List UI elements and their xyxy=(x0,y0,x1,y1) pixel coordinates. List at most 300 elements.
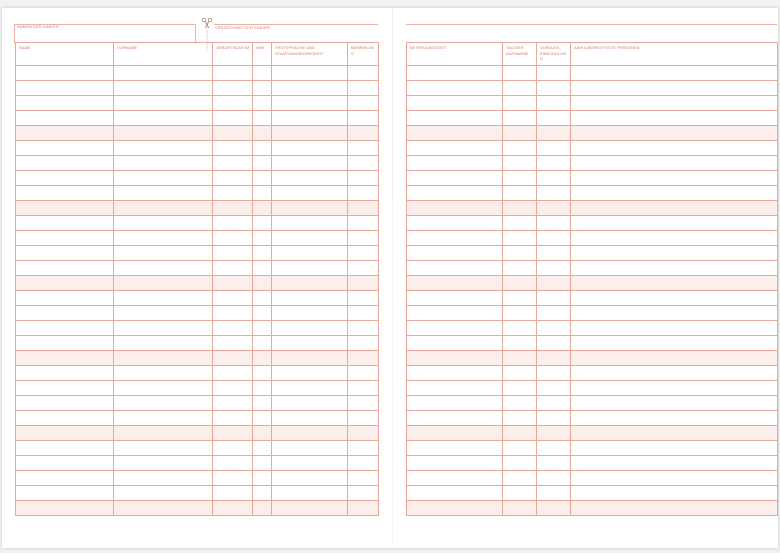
entry-cell[interactable] xyxy=(571,501,778,516)
entry-cell[interactable] xyxy=(503,366,537,381)
entry-cell[interactable] xyxy=(348,231,379,246)
entry-cell[interactable] xyxy=(272,186,348,201)
entry-cell[interactable] xyxy=(407,246,503,261)
entry-cell[interactable] xyxy=(407,351,503,366)
entry-cell[interactable] xyxy=(407,231,503,246)
entry-cell[interactable] xyxy=(213,471,253,486)
entry-cell[interactable] xyxy=(503,486,537,501)
entry-cell[interactable] xyxy=(571,156,778,171)
entry-cell[interactable] xyxy=(407,411,503,426)
entry-cell[interactable] xyxy=(16,426,114,441)
entry-cell[interactable] xyxy=(571,306,778,321)
entry-cell[interactable] xyxy=(272,291,348,306)
entry-cell[interactable] xyxy=(114,81,213,96)
entry-cell[interactable] xyxy=(272,306,348,321)
entry-cell[interactable] xyxy=(272,231,348,246)
entry-cell[interactable] xyxy=(114,186,213,201)
entry-cell[interactable] xyxy=(348,156,379,171)
entry-cell[interactable] xyxy=(114,426,213,441)
entry-cell[interactable] xyxy=(537,381,571,396)
entry-cell[interactable] xyxy=(272,276,348,291)
entry-cell[interactable] xyxy=(571,411,778,426)
entry-cell[interactable] xyxy=(253,81,272,96)
entry-cell[interactable] xyxy=(407,66,503,81)
entry-cell[interactable] xyxy=(213,411,253,426)
entry-cell[interactable] xyxy=(114,411,213,426)
entry-cell[interactable] xyxy=(571,456,778,471)
entry-cell[interactable] xyxy=(348,441,379,456)
entry-cell[interactable] xyxy=(253,321,272,336)
entry-cell[interactable] xyxy=(272,381,348,396)
entry-cell[interactable] xyxy=(571,336,778,351)
entry-cell[interactable] xyxy=(537,186,571,201)
entry-cell[interactable] xyxy=(348,321,379,336)
entry-cell[interactable] xyxy=(571,231,778,246)
entry-cell[interactable] xyxy=(16,111,114,126)
entry-cell[interactable] xyxy=(16,276,114,291)
entry-cell[interactable] xyxy=(503,66,537,81)
entry-cell[interactable] xyxy=(272,501,348,516)
entry-cell[interactable] xyxy=(114,141,213,156)
entry-cell[interactable] xyxy=(272,411,348,426)
entry-cell[interactable] xyxy=(213,456,253,471)
entry-cell[interactable] xyxy=(253,261,272,276)
entry-cell[interactable] xyxy=(213,231,253,246)
entry-cell[interactable] xyxy=(16,336,114,351)
entry-cell[interactable] xyxy=(272,81,348,96)
entry-cell[interactable] xyxy=(348,456,379,471)
entry-cell[interactable] xyxy=(407,336,503,351)
entry-cell[interactable] xyxy=(407,261,503,276)
entry-cell[interactable] xyxy=(16,261,114,276)
entry-cell[interactable] xyxy=(16,456,114,471)
entry-cell[interactable] xyxy=(213,366,253,381)
entry-cell[interactable] xyxy=(114,156,213,171)
entry-cell[interactable] xyxy=(253,171,272,186)
entry-cell[interactable] xyxy=(114,231,213,246)
entry-cell[interactable] xyxy=(253,441,272,456)
entry-cell[interactable] xyxy=(537,246,571,261)
entry-cell[interactable] xyxy=(348,171,379,186)
entry-cell[interactable] xyxy=(571,486,778,501)
entry-cell[interactable] xyxy=(272,216,348,231)
entry-cell[interactable] xyxy=(407,321,503,336)
entry-cell[interactable] xyxy=(348,381,379,396)
entry-cell[interactable] xyxy=(253,141,272,156)
entry-cell[interactable] xyxy=(253,231,272,246)
entry-cell[interactable] xyxy=(16,411,114,426)
entry-cell[interactable] xyxy=(16,201,114,216)
entry-cell[interactable] xyxy=(537,336,571,351)
entry-cell[interactable] xyxy=(537,411,571,426)
entry-cell[interactable] xyxy=(407,81,503,96)
entry-cell[interactable] xyxy=(348,351,379,366)
entry-cell[interactable] xyxy=(16,471,114,486)
entry-cell[interactable] xyxy=(571,276,778,291)
entry-cell[interactable] xyxy=(407,381,503,396)
entry-cell[interactable] xyxy=(571,381,778,396)
entry-cell[interactable] xyxy=(114,306,213,321)
entry-cell[interactable] xyxy=(253,201,272,216)
entry-cell[interactable] xyxy=(503,291,537,306)
entry-cell[interactable] xyxy=(571,216,778,231)
entry-cell[interactable] xyxy=(537,126,571,141)
entry-cell[interactable] xyxy=(537,486,571,501)
entry-cell[interactable] xyxy=(571,261,778,276)
entry-cell[interactable] xyxy=(407,111,503,126)
entry-cell[interactable] xyxy=(407,171,503,186)
entry-cell[interactable] xyxy=(253,411,272,426)
entry-cell[interactable] xyxy=(213,216,253,231)
entry-cell[interactable] xyxy=(272,366,348,381)
entry-cell[interactable] xyxy=(571,351,778,366)
entry-cell[interactable] xyxy=(537,141,571,156)
entry-cell[interactable] xyxy=(213,276,253,291)
entry-cell[interactable] xyxy=(114,171,213,186)
entry-cell[interactable] xyxy=(571,321,778,336)
entry-cell[interactable] xyxy=(16,306,114,321)
entry-cell[interactable] xyxy=(503,381,537,396)
entry-cell[interactable] xyxy=(213,486,253,501)
entry-cell[interactable] xyxy=(213,291,253,306)
entry-cell[interactable] xyxy=(114,261,213,276)
entry-cell[interactable] xyxy=(16,441,114,456)
entry-cell[interactable] xyxy=(16,186,114,201)
entry-cell[interactable] xyxy=(272,171,348,186)
entry-cell[interactable] xyxy=(407,501,503,516)
entry-cell[interactable] xyxy=(16,351,114,366)
entry-cell[interactable] xyxy=(16,141,114,156)
entry-cell[interactable] xyxy=(537,426,571,441)
entry-cell[interactable] xyxy=(503,141,537,156)
entry-cell[interactable] xyxy=(253,456,272,471)
entry-cell[interactable] xyxy=(571,426,778,441)
entry-cell[interactable] xyxy=(571,366,778,381)
entry-cell[interactable] xyxy=(253,471,272,486)
entry-cell[interactable] xyxy=(272,66,348,81)
entry-cell[interactable] xyxy=(16,81,114,96)
entry-cell[interactable] xyxy=(348,336,379,351)
entry-cell[interactable] xyxy=(114,486,213,501)
entry-cell[interactable] xyxy=(348,261,379,276)
entry-cell[interactable] xyxy=(348,141,379,156)
entry-cell[interactable] xyxy=(114,501,213,516)
entry-cell[interactable] xyxy=(348,471,379,486)
entry-cell[interactable] xyxy=(253,126,272,141)
entry-cell[interactable] xyxy=(537,276,571,291)
entry-cell[interactable] xyxy=(272,321,348,336)
entry-cell[interactable] xyxy=(16,501,114,516)
entry-cell[interactable] xyxy=(503,351,537,366)
entry-cell[interactable] xyxy=(114,471,213,486)
entry-cell[interactable] xyxy=(348,306,379,321)
entry-cell[interactable] xyxy=(503,456,537,471)
entry-cell[interactable] xyxy=(348,186,379,201)
entry-cell[interactable] xyxy=(114,291,213,306)
entry-cell[interactable] xyxy=(571,201,778,216)
entry-cell[interactable] xyxy=(348,291,379,306)
entry-cell[interactable] xyxy=(348,111,379,126)
entry-cell[interactable] xyxy=(272,201,348,216)
entry-cell[interactable] xyxy=(348,81,379,96)
entry-cell[interactable] xyxy=(114,276,213,291)
entry-cell[interactable] xyxy=(253,501,272,516)
entry-cell[interactable] xyxy=(407,126,503,141)
entry-cell[interactable] xyxy=(537,171,571,186)
entry-cell[interactable] xyxy=(348,276,379,291)
entry-cell[interactable] xyxy=(213,501,253,516)
entry-cell[interactable] xyxy=(503,426,537,441)
entry-cell[interactable] xyxy=(272,126,348,141)
entry-cell[interactable] xyxy=(253,291,272,306)
entry-cell[interactable] xyxy=(213,126,253,141)
entry-cell[interactable] xyxy=(571,96,778,111)
entry-cell[interactable] xyxy=(16,246,114,261)
entry-cell[interactable] xyxy=(348,426,379,441)
entry-cell[interactable] xyxy=(253,96,272,111)
entry-cell[interactable] xyxy=(407,216,503,231)
entry-cell[interactable] xyxy=(16,156,114,171)
entry-cell[interactable] xyxy=(537,501,571,516)
entry-cell[interactable] xyxy=(537,321,571,336)
entry-cell[interactable] xyxy=(503,111,537,126)
entry-cell[interactable] xyxy=(253,396,272,411)
entry-cell[interactable] xyxy=(348,96,379,111)
entry-cell[interactable] xyxy=(213,426,253,441)
entry-cell[interactable] xyxy=(407,456,503,471)
entry-cell[interactable] xyxy=(503,246,537,261)
entry-cell[interactable] xyxy=(114,441,213,456)
entry-cell[interactable] xyxy=(16,231,114,246)
entry-cell[interactable] xyxy=(272,351,348,366)
entry-cell[interactable] xyxy=(503,231,537,246)
entry-cell[interactable] xyxy=(503,81,537,96)
entry-cell[interactable] xyxy=(571,171,778,186)
entry-cell[interactable] xyxy=(503,336,537,351)
entry-cell[interactable] xyxy=(407,96,503,111)
entry-cell[interactable] xyxy=(571,291,778,306)
entry-cell[interactable] xyxy=(503,96,537,111)
entry-cell[interactable] xyxy=(407,366,503,381)
entry-cell[interactable] xyxy=(272,156,348,171)
entry-cell[interactable] xyxy=(503,276,537,291)
entry-cell[interactable] xyxy=(503,186,537,201)
entry-cell[interactable] xyxy=(503,441,537,456)
entry-cell[interactable] xyxy=(253,366,272,381)
entry-cell[interactable] xyxy=(571,396,778,411)
entry-cell[interactable] xyxy=(537,366,571,381)
entry-cell[interactable] xyxy=(114,246,213,261)
entry-cell[interactable] xyxy=(16,171,114,186)
entry-cell[interactable] xyxy=(213,171,253,186)
entry-cell[interactable] xyxy=(348,366,379,381)
entry-cell[interactable] xyxy=(503,471,537,486)
entry-cell[interactable] xyxy=(571,81,778,96)
entry-cell[interactable] xyxy=(348,411,379,426)
entry-cell[interactable] xyxy=(537,66,571,81)
entry-cell[interactable] xyxy=(348,501,379,516)
entry-cell[interactable] xyxy=(114,66,213,81)
entry-cell[interactable] xyxy=(16,366,114,381)
entry-cell[interactable] xyxy=(253,351,272,366)
entry-cell[interactable] xyxy=(16,96,114,111)
entry-cell[interactable] xyxy=(537,96,571,111)
entry-cell[interactable] xyxy=(114,381,213,396)
entry-cell[interactable] xyxy=(253,66,272,81)
entry-cell[interactable] xyxy=(407,441,503,456)
entry-cell[interactable] xyxy=(16,66,114,81)
entry-cell[interactable] xyxy=(213,396,253,411)
entry-cell[interactable] xyxy=(272,426,348,441)
entry-cell[interactable] xyxy=(407,141,503,156)
entry-cell[interactable] xyxy=(253,276,272,291)
entry-cell[interactable] xyxy=(407,276,503,291)
entry-cell[interactable] xyxy=(407,426,503,441)
entry-cell[interactable] xyxy=(537,261,571,276)
entry-cell[interactable] xyxy=(503,411,537,426)
entry-cell[interactable] xyxy=(213,321,253,336)
entry-cell[interactable] xyxy=(407,471,503,486)
entry-cell[interactable] xyxy=(571,441,778,456)
entry-cell[interactable] xyxy=(407,291,503,306)
entry-cell[interactable] xyxy=(114,126,213,141)
entry-cell[interactable] xyxy=(253,486,272,501)
entry-cell[interactable] xyxy=(503,396,537,411)
entry-cell[interactable] xyxy=(348,486,379,501)
entry-cell[interactable] xyxy=(16,216,114,231)
entry-cell[interactable] xyxy=(407,201,503,216)
entry-cell[interactable] xyxy=(407,186,503,201)
entry-cell[interactable] xyxy=(114,366,213,381)
entry-cell[interactable] xyxy=(571,66,778,81)
entry-cell[interactable] xyxy=(407,156,503,171)
entry-cell[interactable] xyxy=(253,246,272,261)
entry-cell[interactable] xyxy=(114,396,213,411)
entry-cell[interactable] xyxy=(16,486,114,501)
entry-cell[interactable] xyxy=(16,291,114,306)
entry-cell[interactable] xyxy=(253,186,272,201)
entry-cell[interactable] xyxy=(537,351,571,366)
entry-cell[interactable] xyxy=(272,336,348,351)
entry-cell[interactable] xyxy=(348,201,379,216)
entry-cell[interactable] xyxy=(537,291,571,306)
entry-cell[interactable] xyxy=(114,201,213,216)
entry-cell[interactable] xyxy=(114,351,213,366)
entry-cell[interactable] xyxy=(503,156,537,171)
entry-cell[interactable] xyxy=(253,381,272,396)
entry-cell[interactable] xyxy=(213,351,253,366)
entry-cell[interactable] xyxy=(537,111,571,126)
entry-cell[interactable] xyxy=(537,81,571,96)
entry-cell[interactable] xyxy=(213,156,253,171)
entry-cell[interactable] xyxy=(213,441,253,456)
entry-cell[interactable] xyxy=(537,471,571,486)
entry-cell[interactable] xyxy=(272,396,348,411)
entry-cell[interactable] xyxy=(272,141,348,156)
entry-cell[interactable] xyxy=(537,441,571,456)
entry-cell[interactable] xyxy=(503,126,537,141)
entry-cell[interactable] xyxy=(213,201,253,216)
entry-cell[interactable] xyxy=(571,126,778,141)
entry-cell[interactable] xyxy=(114,336,213,351)
entry-cell[interactable] xyxy=(253,111,272,126)
entry-cell[interactable] xyxy=(571,246,778,261)
entry-cell[interactable] xyxy=(253,156,272,171)
entry-cell[interactable] xyxy=(272,261,348,276)
entry-cell[interactable] xyxy=(348,246,379,261)
entry-cell[interactable] xyxy=(213,111,253,126)
entry-cell[interactable] xyxy=(571,111,778,126)
entry-cell[interactable] xyxy=(213,381,253,396)
entry-cell[interactable] xyxy=(272,96,348,111)
entry-cell[interactable] xyxy=(537,156,571,171)
entry-cell[interactable] xyxy=(114,321,213,336)
entry-cell[interactable] xyxy=(114,111,213,126)
entry-cell[interactable] xyxy=(272,246,348,261)
entry-cell[interactable] xyxy=(213,96,253,111)
entry-cell[interactable] xyxy=(16,321,114,336)
entry-cell[interactable] xyxy=(272,441,348,456)
entry-cell[interactable] xyxy=(537,216,571,231)
entry-cell[interactable] xyxy=(348,126,379,141)
entry-cell[interactable] xyxy=(537,201,571,216)
entry-cell[interactable] xyxy=(213,141,253,156)
entry-cell[interactable] xyxy=(253,306,272,321)
entry-cell[interactable] xyxy=(16,396,114,411)
entry-cell[interactable] xyxy=(272,456,348,471)
entry-cell[interactable] xyxy=(537,306,571,321)
entry-cell[interactable] xyxy=(503,216,537,231)
entry-cell[interactable] xyxy=(253,336,272,351)
entry-cell[interactable] xyxy=(253,216,272,231)
entry-cell[interactable] xyxy=(16,126,114,141)
entry-cell[interactable] xyxy=(503,171,537,186)
entry-cell[interactable] xyxy=(407,486,503,501)
entry-cell[interactable] xyxy=(213,336,253,351)
entry-cell[interactable] xyxy=(213,81,253,96)
entry-cell[interactable] xyxy=(16,381,114,396)
entry-cell[interactable] xyxy=(571,471,778,486)
entry-cell[interactable] xyxy=(537,231,571,246)
entry-cell[interactable] xyxy=(503,201,537,216)
entry-cell[interactable] xyxy=(407,306,503,321)
entry-cell[interactable] xyxy=(213,306,253,321)
entry-cell[interactable] xyxy=(272,111,348,126)
entry-cell[interactable] xyxy=(348,396,379,411)
entry-cell[interactable] xyxy=(571,141,778,156)
entry-cell[interactable] xyxy=(503,321,537,336)
entry-cell[interactable] xyxy=(114,96,213,111)
entry-cell[interactable] xyxy=(571,186,778,201)
entry-cell[interactable] xyxy=(213,261,253,276)
entry-cell[interactable] xyxy=(348,216,379,231)
entry-cell[interactable] xyxy=(253,426,272,441)
entry-cell[interactable] xyxy=(537,396,571,411)
entry-cell[interactable] xyxy=(213,186,253,201)
entry-cell[interactable] xyxy=(537,456,571,471)
entry-cell[interactable] xyxy=(272,486,348,501)
entry-cell[interactable] xyxy=(114,216,213,231)
entry-cell[interactable] xyxy=(407,396,503,411)
entry-cell[interactable] xyxy=(114,456,213,471)
entry-cell[interactable] xyxy=(348,66,379,81)
entry-cell[interactable] xyxy=(503,501,537,516)
entry-cell[interactable] xyxy=(213,66,253,81)
entry-cell[interactable] xyxy=(272,471,348,486)
entry-cell[interactable] xyxy=(213,246,253,261)
entry-cell[interactable] xyxy=(503,306,537,321)
entry-cell[interactable] xyxy=(503,261,537,276)
